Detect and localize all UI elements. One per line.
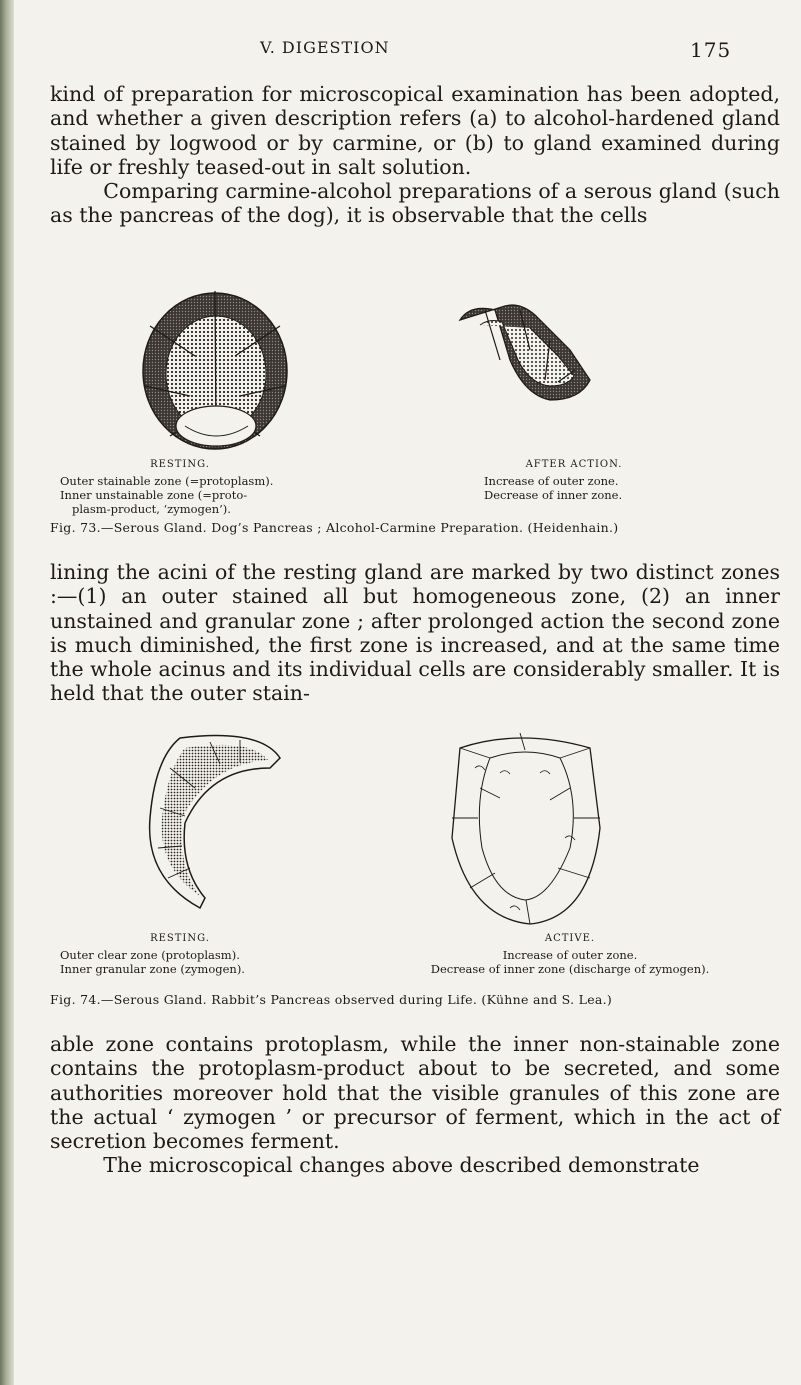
fig74-left-legend [60, 932, 400, 976]
fig73-right-legend [484, 458, 754, 502]
fig73-left-line-2: Inner unstainable zone (=proto- [60, 488, 248, 502]
fig73-right-line-2: Decrease of inner zone. [484, 488, 623, 502]
fig73-right-line-1: Increase of outer zone. [484, 474, 619, 488]
page-number: 175 [690, 38, 732, 62]
fig74-caption: Fig. 74.—Serous Gland. Rabbit’s Pancreas observed during Life. (Kühne and S. Lea.) [50, 992, 613, 1007]
fig74-right-line-1: Increase of outer zone. [502, 948, 638, 962]
fig74-left-heading: RESTING. [150, 933, 210, 944]
paragraph-3-sentence-1: able zone contains protoplasm, while the inner non-stainable zone contains the protoplasm-product about to be secreted, and some authorities moreover hold that the visible granules of this zone are the actual ‘ zymogen ’ or precursor of ferment, which in the act of secretion becomes ferment. [50, 1032, 780, 1154]
paragraph-2 [50, 560, 780, 706]
fig74-left-line-1: Outer clear zone (protoplasm). [60, 948, 240, 962]
fig73-after-action-acinus-illustration [450, 300, 600, 410]
fig73-right-heading: AFTER ACTION. [525, 459, 623, 470]
figure-73 [50, 280, 780, 516]
paragraph-2-text: lining the acini of the resting gland are marked by two distinct zones :—(1) an outer stained all but homogeneous zone, (2) an inner unstained and granular zone ; after prolonged action the second zone is much diminished, the first zone is increased, and at the same time the whole acinus and its individual cells are considerably smaller. It is held that the outer stain- [50, 560, 780, 706]
paragraph-3 [50, 1032, 780, 1178]
fig73-caption: Fig. 73.—Serous Gland. Dog’s Pancreas ; Alcohol-Carmine Preparation. (Heidenhain.) [50, 520, 619, 535]
paragraph-1-sentence-1: kind of preparation for microscopical examination has been adopted, and whether a given description refers (a) to alcohol-hardened gland stained by logwood or by carmine, or (b) to gland examined during life or freshly teased-out in salt solution. [50, 82, 780, 179]
fig73-resting-acinus-illustration [130, 286, 300, 454]
fig74-right-line-2: Decrease of inner zone (discharge of zymogen). [430, 962, 710, 976]
paragraph-1 [50, 82, 780, 228]
fig74-right-legend [380, 932, 760, 976]
fig73-left-heading: RESTING. [150, 459, 210, 470]
fig74-left-line-2: Inner granular zone (zymogen). [60, 962, 245, 976]
paragraph-1-sentence-2: Comparing carmine-alcohol preparations of a serous gland (such as the pancreas of the dog), it is observable that the cells [50, 179, 780, 228]
fig73-left-line-3: plasm-product, ‘zymogen’). [72, 502, 231, 516]
fig74-resting-acinus-illustration [140, 728, 290, 928]
book-spine-edge [0, 0, 14, 1385]
fig73-left-line-1: Outer stainable zone (=protoplasm). [60, 474, 274, 488]
chapter-title: V. DIGESTION [260, 38, 390, 57]
figure-74 [50, 724, 780, 984]
fig73-left-legend [60, 458, 400, 516]
paragraph-3-sentence-2: The microscopical changes above described demonstrate [103, 1153, 700, 1178]
fig74-active-acinus-illustration [440, 728, 610, 928]
running-head [50, 38, 750, 62]
fig74-right-heading: ACTIVE. [544, 933, 596, 944]
